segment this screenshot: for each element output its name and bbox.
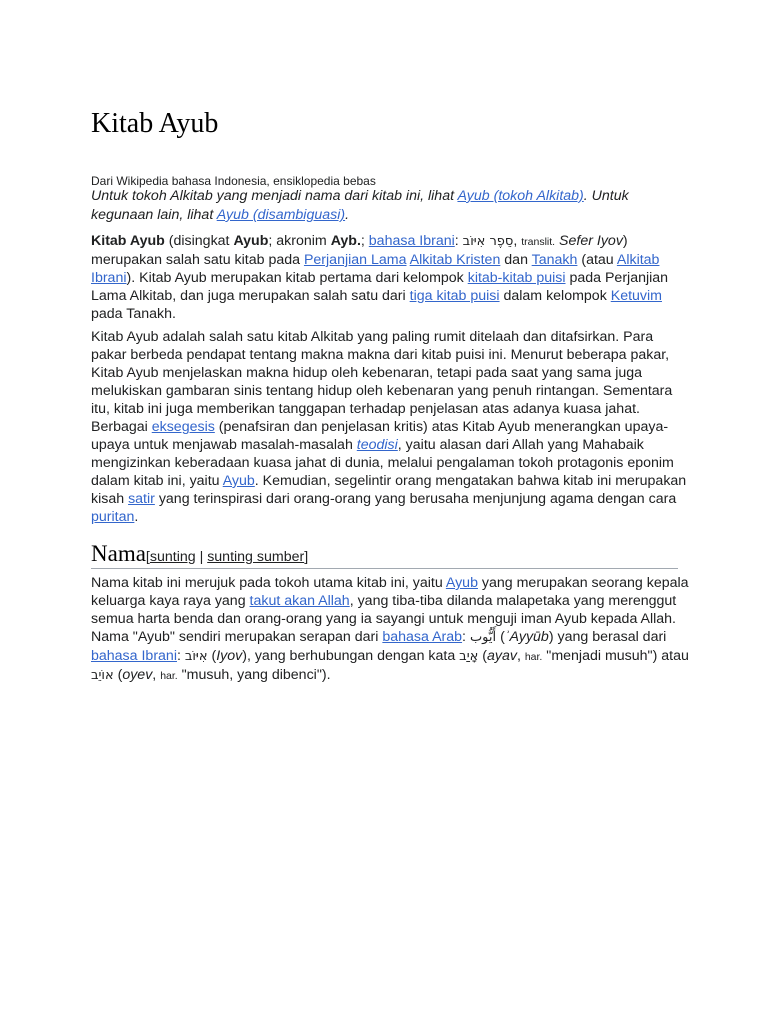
- body-paragraph: [91, 328, 689, 526]
- text: , yaitu alasan dari Allah yang Mahabaik mengizinkan keberadaan kuasa jahat di dunia, melalui pengalaman tokoh protagonis eponim dalam kitab ini, yaitu: [91, 437, 674, 489]
- text: (atau: [577, 252, 617, 268]
- link-ayub-disambiguasi[interactable]: Ayub (disambiguasi): [216, 207, 346, 223]
- hebrew-text: אוֹיֵב: [91, 668, 114, 683]
- text: dalam kelompok: [499, 288, 611, 304]
- text: (: [113, 667, 123, 683]
- transliteration: Sefer Iyov: [559, 233, 623, 249]
- translit-label: translit.: [521, 236, 556, 248]
- link-bahasa-arab[interactable]: bahasa Arab: [382, 629, 463, 645]
- edit-source-link[interactable]: sunting sumber: [207, 549, 305, 565]
- text: :: [176, 648, 185, 664]
- transliteration: oyev: [122, 667, 153, 683]
- link-ayub[interactable]: Ayub: [222, 473, 255, 489]
- text: . Kemudian, segelintir orang mengatakan bahwa kitab ini merupakan kisah: [91, 473, 687, 507]
- page-title: Kitab Ayub: [91, 108, 219, 139]
- hatnote: [91, 187, 689, 225]
- link-teodisi[interactable]: teodisi: [356, 437, 398, 453]
- link-alkitab-kristen[interactable]: Alkitab Kristen: [409, 252, 501, 268]
- hatnote-text: .: [345, 207, 350, 223]
- text: ,: [152, 667, 161, 683]
- text: Nama kitab ini merujuk pada tokoh utama kitab ini, yaitu: [91, 575, 446, 591]
- link-alkitab-ibrani[interactable]: Alkitab Ibrani: [91, 252, 660, 286]
- text: "menjadi musuh") atau: [542, 648, 689, 664]
- link-bahasa-ibrani[interactable]: bahasa Ibrani: [91, 648, 177, 664]
- text: ; akronim: [268, 233, 331, 249]
- text: :: [462, 629, 470, 645]
- hebrew-text: סֵפֶר אִיּוֹב: [462, 234, 514, 249]
- text: .: [134, 509, 139, 525]
- section-title: Nama: [91, 541, 146, 566]
- text: ) yang berasal dari: [548, 629, 667, 645]
- harfiah-label: har.: [160, 670, 178, 682]
- edit-bracket: ]: [304, 549, 309, 565]
- link-bahasa-ibrani[interactable]: bahasa Ibrani: [368, 233, 455, 249]
- text: pada Perjanjian Lama Alkitab, dan juga merupakan salah satu dari: [91, 270, 669, 304]
- term-bold: Ayb.: [330, 233, 361, 249]
- term-bold: Kitab Ayub: [91, 233, 165, 249]
- transliteration: ayav: [486, 648, 517, 664]
- link-tanakh[interactable]: Tanakh: [531, 252, 578, 268]
- text: (: [478, 648, 487, 664]
- hatnote-text: . Untuk kegunaan lain, lihat: [91, 188, 629, 223]
- text: ,: [516, 648, 525, 664]
- text: dan: [500, 252, 532, 268]
- edit-bracket: [: [145, 549, 150, 565]
- text: (: [207, 648, 217, 664]
- link-ayub-tokoh-alkitab[interactable]: Ayub (tokoh Alkitab): [457, 188, 584, 204]
- link-satir[interactable]: satir: [128, 491, 155, 507]
- text: yang terinspirasi dari orang-orang yang berusaha menjunjung agama dengan cara: [154, 491, 677, 507]
- link-puritan[interactable]: puritan: [91, 509, 135, 525]
- text: pada Tanakh.: [91, 306, 176, 322]
- text: ,: [513, 233, 522, 249]
- link-takut-akan-allah[interactable]: takut akan Allah: [249, 593, 350, 609]
- text: ) merupakan salah satu kitab pada: [91, 233, 628, 268]
- transliteration: Iyov: [216, 648, 243, 664]
- text: (: [496, 629, 505, 645]
- harfiah-label: har.: [524, 651, 543, 663]
- text: yang merupakan seorang kepala keluarga kaya raya yang: [91, 575, 689, 609]
- edit-separator: |: [195, 549, 208, 565]
- text: "musuh, yang dibenci").: [177, 667, 331, 683]
- text: Kitab Ayub adalah salah satu kitab Alkitab yang paling rumit ditelaah dan ditafsirkan. Para pakar berbeda pendapat tentang makna makna dari kitab puisi ini. Menurut beberapa pakar, Kitab Ayub menjelaskan makna hidup oleh kebenaran, tetapi pada saat yang sama juga melukiskan gambaran sinis tentang hidup oleh kebenaran yang penuh rintangan. Sementara itu, kitab ini juga memberikan tanggapan terhadap penjelasan atas adanya kuasa jahat. Berbagai: [91, 329, 673, 435]
- text: :: [454, 233, 463, 249]
- hatnote-text: Untuk tokoh Alkitab yang menjadi nama dari kitab ini, lihat: [91, 188, 458, 204]
- body-paragraph: [91, 574, 689, 685]
- text: , yang tiba-tiba dilanda malapetaka yang merenggut semua harta benda dan orang-orang yang ia sayangi untuk menguji iman Ayub kepada Allah. Nama "Ayub" sendiri merupakan serapan dari: [91, 593, 677, 645]
- link-perjanjian-lama[interactable]: Perjanjian Lama: [303, 252, 407, 268]
- text: (disingkat: [164, 233, 234, 249]
- text: ), yang berhubungan dengan kata: [242, 648, 460, 664]
- link-eksegesis[interactable]: eksegesis: [151, 419, 215, 435]
- arabic-text: أَيُّوب: [469, 630, 497, 645]
- text: (penafsiran dan penjelasan kritis) atas Kitab Ayub menerangkan upaya-upaya untuk menjawab masalah-masalah: [91, 419, 669, 453]
- edit-section-link[interactable]: sunting: [149, 549, 196, 565]
- text: ;: [360, 233, 369, 249]
- hebrew-text: אִיּוֹב: [184, 649, 208, 664]
- link-ayub[interactable]: Ayub: [445, 575, 478, 591]
- link-kitab-kitab-puisi[interactable]: kitab-kitab puisi: [467, 270, 566, 286]
- lead-paragraph: [91, 232, 689, 323]
- site-tagline: Dari Wikipedia bahasa Indonesia, ensiklopedia bebas: [91, 174, 376, 188]
- link-ketuvim[interactable]: Ketuvim: [610, 288, 662, 304]
- text: ). Kitab Ayub merupakan kitab pertama dari kelompok: [126, 270, 468, 286]
- section-heading: [91, 540, 678, 569]
- transliteration: ʾAyyūb: [504, 629, 549, 645]
- link-tiga-kitab-puisi[interactable]: tiga kitab puisi: [409, 288, 500, 304]
- term-bold: Ayub: [233, 233, 269, 249]
- hebrew-text: אָיַב: [459, 649, 479, 664]
